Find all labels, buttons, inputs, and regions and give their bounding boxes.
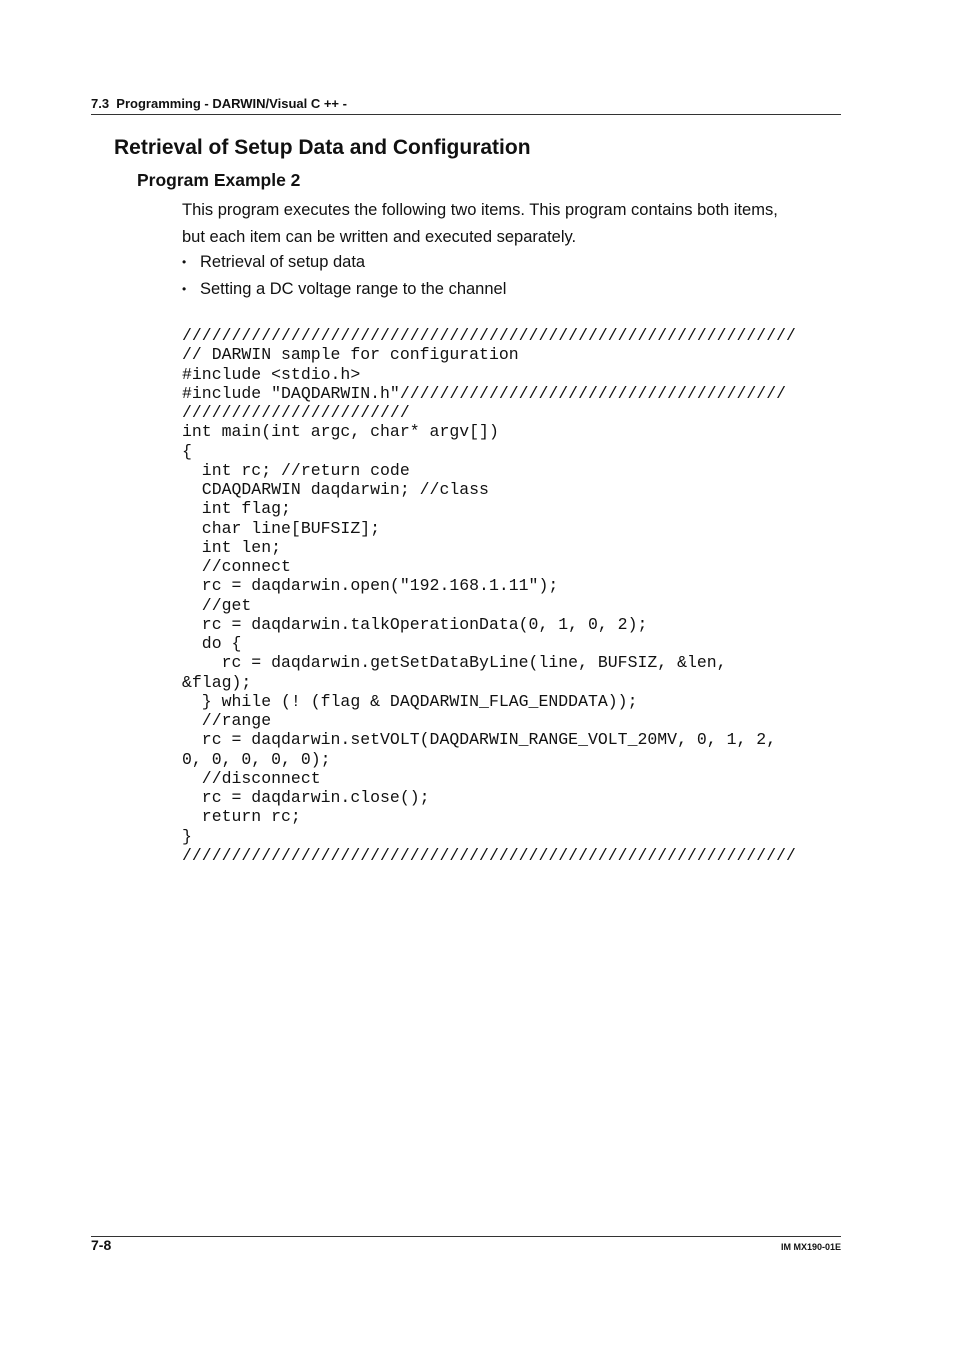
code-line: ////////////////////////////////////////////////////////////// [182,845,796,865]
section-title: Retrieval of Setup Data and Configuration [114,136,531,159]
intro-paragraph [182,197,842,251]
document-id: IM MX190-01E [780,1242,841,1252]
bullet-text: Setting a DC voltage range to the channel [200,280,507,298]
code-line: rc = daqdarwin.setVOLT(DAQDARWIN_RANGE_VOLT_20MV, 0, 1, 2, [182,730,777,750]
code-line: return rc; [182,807,301,827]
code-line: rc = daqdarwin.open("192.168.1.11"); [182,576,559,596]
intro-line: This program executes the following two items. This program contains both items, [182,201,778,219]
code-line: int main(int argc, char* argv[]) [182,422,499,442]
subsection-title: Program Example 2 [137,170,301,190]
code-line: ////////////////////////////////////////////////////////////// [182,326,796,345]
code-line: char line[BUFSIZ]; [182,518,381,538]
code-line: } while (! (flag & DAQDARWIN_FLAG_ENDDATA)); [182,691,638,711]
running-header: 7.3 Programming - DARWIN/Visual C ++ - [91,96,347,111]
code-line: // DARWIN sample for configuration [182,345,519,365]
page-number: 7-8 [91,1237,112,1253]
code-line: } [182,826,192,846]
code-line: rc = daqdarwin.close(); [182,788,430,807]
bullet-item [182,249,506,276]
code-line: rc = daqdarwin.getSetDataByLine(line, BUFSIZ, &len, [182,653,727,673]
code-line: &flag); [182,672,252,692]
bullet-icon: • [182,282,187,296]
bullet-list [182,249,506,303]
code-line: do { [182,634,242,653]
code-line: { [182,441,192,461]
code-line: #include "DAQDARWIN.h"/////////////////////////////////////// [182,383,786,403]
code-line: //range [182,711,272,730]
code-line: //get [182,595,252,615]
code-line: int rc; //return code [182,460,410,480]
code-line: //connect [182,557,291,576]
intro-line: but each item can be written and executed separately. [182,228,577,246]
bullet-icon: • [182,255,187,269]
header-divider [91,114,841,115]
code-listing [182,326,796,865]
code-line: int flag; [182,499,291,519]
code-line: rc = daqdarwin.talkOperationData(0, 1, 0, 2); [182,614,648,634]
code-line: int len; [182,537,282,557]
code-line: //disconnect [182,768,321,788]
code-line: /////////////////////// [182,403,410,422]
bullet-item [182,276,506,303]
code-line: 0, 0, 0, 0, 0); [182,749,331,769]
footer-divider [91,1236,841,1237]
bullet-text: Retrieval of setup data [200,253,366,271]
code-line: CDAQDARWIN daqdarwin; //class [182,480,489,499]
code-line: #include <stdio.h> [182,364,361,384]
